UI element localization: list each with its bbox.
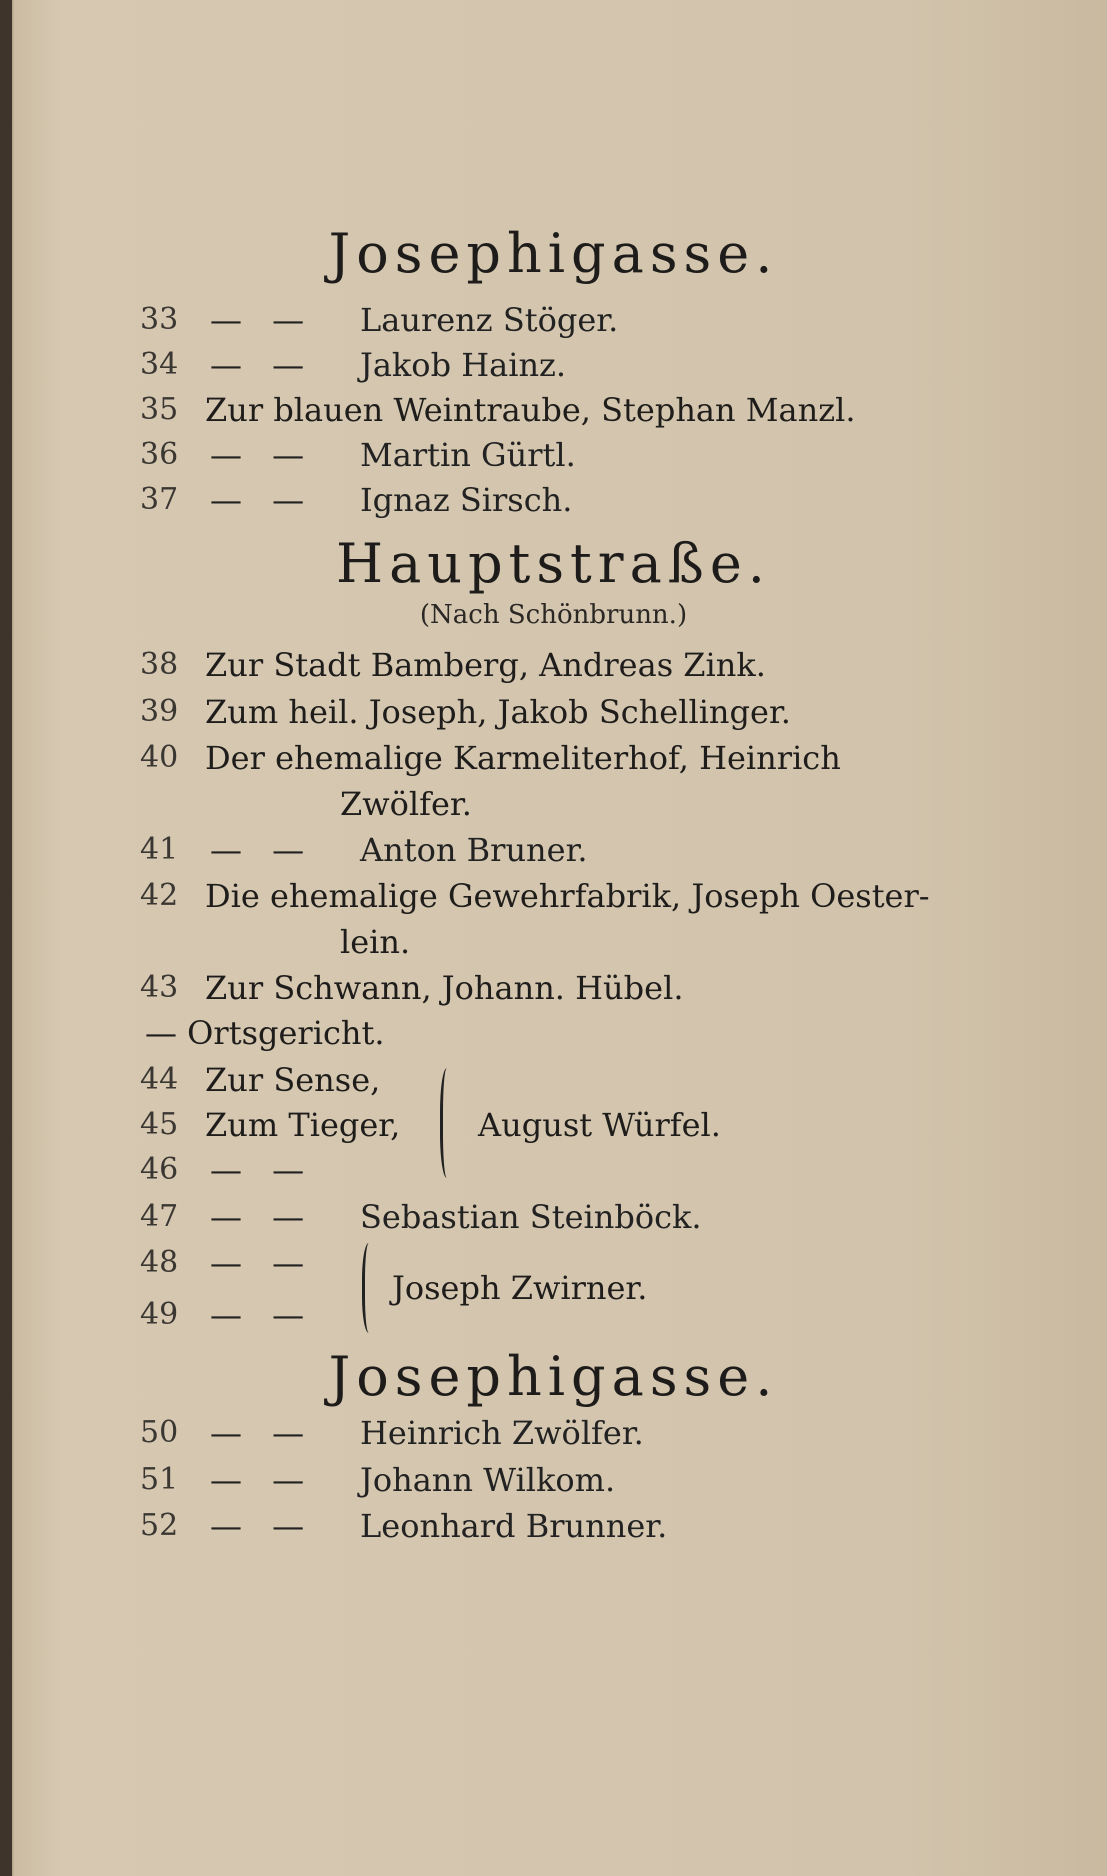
house-number: 42	[140, 878, 179, 913]
entry-text: Zum Tieger,	[205, 1106, 401, 1144]
owner-name: Jakob Hainz.	[360, 346, 567, 384]
owner-name: Anton Bruner.	[360, 831, 588, 869]
ditto-dashes: — —	[210, 1151, 315, 1189]
owner-name: Laurenz Stöger.	[360, 301, 619, 339]
house-number: 45	[140, 1107, 179, 1142]
house-number: 37	[140, 482, 179, 517]
ditto-dashes: — —	[210, 1198, 315, 1236]
house-number: 43	[140, 970, 179, 1005]
ditto-dashes: — —	[210, 1414, 315, 1452]
house-number: 35	[140, 392, 179, 427]
owner-name: Joseph Zwirner.	[392, 1269, 648, 1307]
ditto-dashes: — —	[210, 301, 315, 339]
owner-name: August Würfel.	[478, 1106, 721, 1144]
entry-text: Die ehemalige Gewehrfabrik, Joseph Oester-	[205, 877, 930, 915]
section-subheading: (Nach Schönbrunn.)	[419, 600, 688, 630]
house-number: 36	[140, 437, 179, 472]
house-number: 50	[140, 1415, 179, 1450]
house-number: 51	[140, 1462, 179, 1497]
house-number: 52	[140, 1508, 179, 1543]
entry-text: Zur Schwann, Johann. Hübel.	[205, 969, 684, 1007]
curly-brace	[440, 1068, 457, 1178]
entry-text: Zur blauen Weintraube, Stephan Manzl.	[205, 391, 856, 429]
section-heading-josephigasse: Josephigasse.	[328, 222, 779, 285]
entry-text: — Ortsgericht.	[145, 1014, 385, 1052]
house-number: 41	[140, 832, 179, 867]
section-heading-josephigasse: Josephigasse.	[328, 1345, 779, 1408]
ditto-dashes: — —	[210, 481, 315, 519]
house-number: 48	[140, 1245, 179, 1280]
house-number: 46	[140, 1152, 179, 1187]
entry-text: Zur Stadt Bamberg, Andreas Zink.	[205, 646, 766, 684]
ditto-dashes: — —	[210, 831, 315, 869]
house-number: 44	[140, 1062, 179, 1097]
entry-text: Der ehemalige Karmeliterhof, Heinrich	[205, 739, 841, 777]
ditto-dashes: — —	[210, 346, 315, 384]
ditto-dashes: — —	[210, 1461, 315, 1499]
house-number: 33	[140, 302, 179, 337]
ditto-dashes: — —	[210, 436, 315, 474]
owner-name: Heinrich Zwölfer.	[360, 1414, 644, 1452]
entry-text: Zwölfer.	[340, 785, 472, 823]
house-number: 40	[140, 740, 179, 775]
entry-text: Zum heil. Joseph, Jakob Schellinger.	[205, 693, 791, 731]
owner-name: Sebastian Steinböck.	[360, 1198, 702, 1236]
entry-text: Zur Sense,	[205, 1061, 381, 1099]
curly-brace	[362, 1243, 379, 1333]
owner-name: Ignaz Sirsch.	[360, 481, 573, 519]
entry-text: lein.	[340, 923, 411, 961]
section-heading-hauptstrasse: Hauptstraße.	[336, 532, 771, 595]
house-number: 34	[140, 347, 179, 382]
house-number: 49	[140, 1297, 179, 1332]
owner-name: Johann Wilkom.	[360, 1461, 616, 1499]
owner-name: Martin Gürtl.	[360, 436, 576, 474]
house-number: 47	[140, 1199, 179, 1234]
owner-name: Leonhard Brunner.	[360, 1507, 668, 1545]
house-number: 39	[140, 694, 179, 729]
house-number: 38	[140, 647, 179, 682]
ditto-dashes: — —	[210, 1507, 315, 1545]
ditto-dashes: — —	[210, 1244, 315, 1282]
ditto-dashes: — —	[210, 1296, 315, 1334]
